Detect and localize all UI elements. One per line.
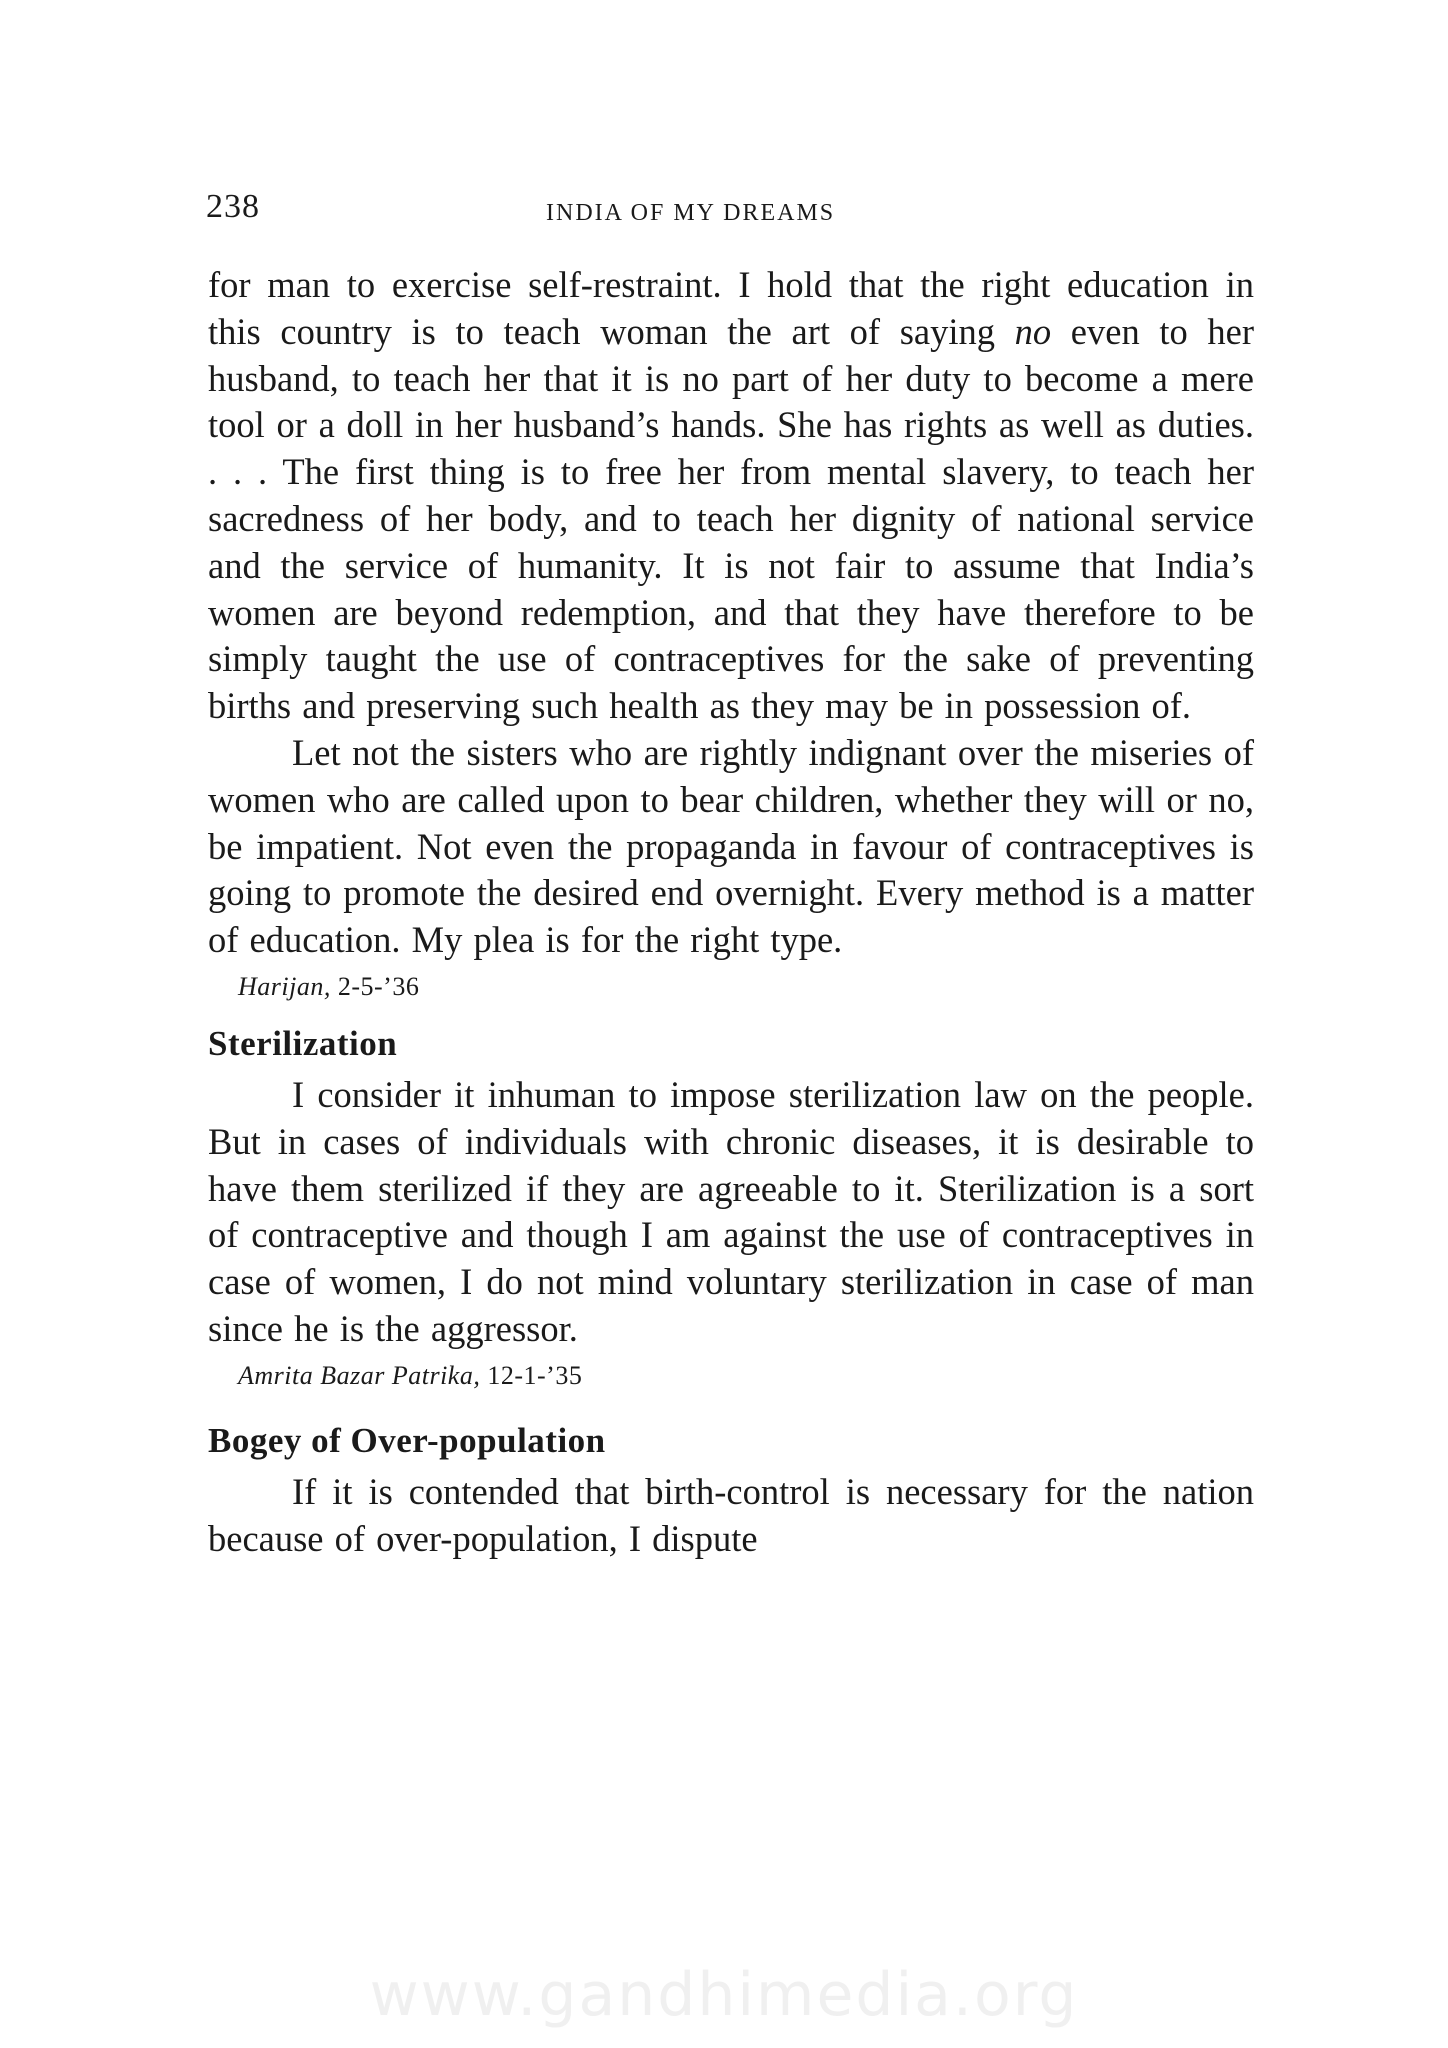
paragraph: Let not the sisters who are rightly indignant over the miseries of women who are called upon to bear children, whether they will or no, be impatient. Not even the propaganda in favour of contraceptives is going to promote the desired end overnight. Every method is a matter of education. My plea is for the right type. — [208, 731, 1254, 961]
source-citation — [238, 972, 1254, 1002]
source-title: Amrita Bazar Patrika, — [238, 1360, 481, 1390]
emphasis-text: no — [1014, 310, 1052, 352]
paragraph-text: even to her husband, to teach her that it is no part of her duty to become a mere tool or a doll in her husband’s hands. She has rights as well as duties. . . . The first thing is to free her from mental slavery, to teach her sacredness of her body, and to teach her dignity of national service and the service of humanity. It is not fair to assume that India’s women are beyond redemption, and that they have therefore to be simply taught the use of contraceptives for the sake of preventing births and preserving such health as they may be in possession of. — [208, 310, 1254, 727]
watermark: www.gandhimedia.org — [369, 1960, 1079, 2030]
page-number: 238 — [206, 188, 260, 225]
page-header — [206, 188, 1256, 238]
source-date: 2-5-’36 — [330, 971, 420, 1001]
source-date: 12-1-’35 — [480, 1360, 583, 1390]
source-citation — [238, 1361, 1254, 1391]
section-heading: Bogey of Over-population — [208, 1420, 606, 1460]
source-title: Harijan, — [238, 971, 331, 1001]
running-head: INDIA OF MY DREAMS — [546, 200, 836, 226]
text-body — [208, 262, 1254, 1562]
paragraph-text: for man to exercise self-restraint. I hold that the right education in this country is to teach woman the art of saying — [208, 264, 1254, 352]
paragraph — [208, 262, 1254, 730]
paragraph: If it is contended that birth-control is necessary for the nation because of over-population, I dispute — [208, 1470, 1254, 1559]
section-heading: Sterilization — [208, 1023, 398, 1063]
paragraph: I consider it inhuman to impose sterilization law on the people. But in cases of individuals with chronic diseases, it is desirable to have them sterilized if they are agreeable to it. Sterilization is a sort of contraceptive and though I am against the use of contraceptives in case of women, I do not mind voluntary sterilization in case of man since he is the aggressor. — [208, 1073, 1254, 1349]
